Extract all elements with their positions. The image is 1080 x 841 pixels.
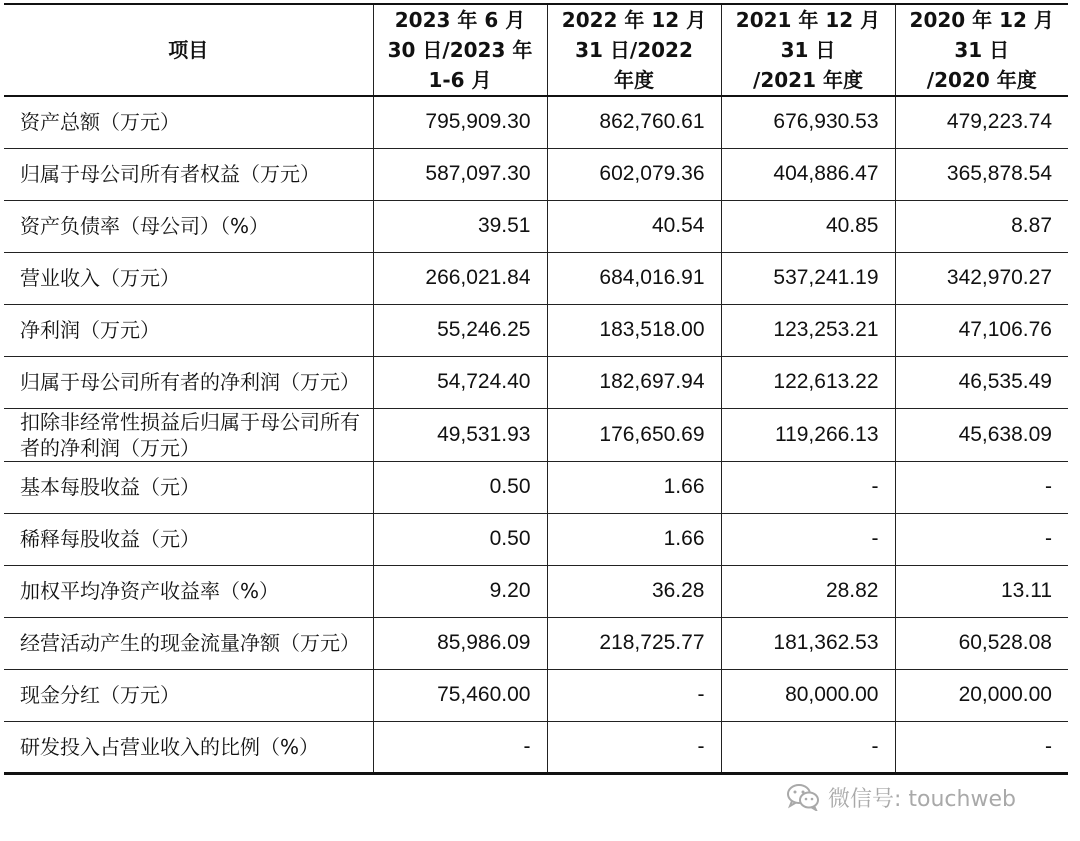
- header-line: 31 日/2022: [575, 38, 693, 62]
- row-value: 676,930.53: [721, 96, 895, 148]
- row-value: 266,021.84: [373, 252, 547, 304]
- row-label: 归属于母公司所有者的净利润（万元）: [4, 356, 373, 408]
- watermark-text: 微信号: touchweb: [828, 786, 1016, 812]
- table-row: [4, 304, 1068, 356]
- header-period-4: [895, 4, 1068, 96]
- watermark: [786, 782, 1016, 812]
- row-label: 现金分红（万元）: [4, 669, 373, 721]
- row-value: 183,518.00: [547, 304, 721, 356]
- row-value: -: [721, 513, 895, 565]
- row-value: -: [895, 513, 1068, 565]
- header-item: [4, 4, 373, 96]
- row-label: 基本每股收益（元）: [4, 461, 373, 513]
- row-label: 研发投入占营业收入的比例（%）: [4, 721, 373, 773]
- row-value: 85,986.09: [373, 617, 547, 669]
- row-value: 80,000.00: [721, 669, 895, 721]
- table-header-row: [4, 4, 1068, 96]
- row-value: -: [895, 721, 1068, 773]
- row-value: 342,970.27: [895, 252, 1068, 304]
- header-line: 31 日: [954, 38, 1010, 62]
- header-line: 2020 年 12 月: [909, 8, 1054, 32]
- row-value: -: [373, 721, 547, 773]
- row-value: 40.85: [721, 200, 895, 252]
- row-value: -: [895, 461, 1068, 513]
- row-label: 稀释每股收益（元）: [4, 513, 373, 565]
- row-value: 20,000.00: [895, 669, 1068, 721]
- row-value: 479,223.74: [895, 96, 1068, 148]
- row-value: -: [547, 721, 721, 773]
- row-label: 经营活动产生的现金流量净额（万元）: [4, 617, 373, 669]
- table-row: [4, 461, 1068, 513]
- table-row: [4, 200, 1068, 252]
- row-value: 47,106.76: [895, 304, 1068, 356]
- header-line: 31 日: [780, 38, 836, 62]
- row-value: 39.51: [373, 200, 547, 252]
- row-value: 28.82: [721, 565, 895, 617]
- table-row: [4, 408, 1068, 461]
- row-value: 36.28: [547, 565, 721, 617]
- row-value: -: [721, 461, 895, 513]
- header-line: /2020 年度: [926, 68, 1037, 92]
- row-label: 营业收入（万元）: [4, 252, 373, 304]
- row-value: 587,097.30: [373, 148, 547, 200]
- table-row: [4, 96, 1068, 148]
- row-value: 13.11: [895, 565, 1068, 617]
- header-period-3: [721, 4, 895, 96]
- header-line: 30 日/2023 年: [387, 38, 533, 62]
- row-label: 扣除非经常性损益后归属于母公司所有者的净利润（万元）: [4, 408, 373, 461]
- row-value: 40.54: [547, 200, 721, 252]
- header-line: 2023 年 6 月: [394, 8, 526, 32]
- table-row: [4, 513, 1068, 565]
- table-row: [4, 617, 1068, 669]
- row-value: 45,638.09: [895, 408, 1068, 461]
- row-value: 1.66: [547, 461, 721, 513]
- header-line: 2022 年 12 月: [561, 8, 707, 32]
- table-body: [4, 96, 1068, 773]
- table-row: [4, 252, 1068, 304]
- wechat-icon: [786, 783, 820, 811]
- header-line: /2021 年度: [753, 68, 863, 92]
- row-value: 55,246.25: [373, 304, 547, 356]
- header-line: 项目: [168, 38, 209, 62]
- header-line: 1-6 月: [428, 68, 492, 92]
- row-value: 54,724.40: [373, 356, 547, 408]
- table-row: [4, 148, 1068, 200]
- row-value: 75,460.00: [373, 669, 547, 721]
- row-value: 537,241.19: [721, 252, 895, 304]
- table-row: [4, 721, 1068, 773]
- row-value: 404,886.47: [721, 148, 895, 200]
- row-value: 795,909.30: [373, 96, 547, 148]
- row-label: 加权平均净资产收益率（%）: [4, 565, 373, 617]
- row-value: 123,253.21: [721, 304, 895, 356]
- row-value: 8.87: [895, 200, 1068, 252]
- row-value: -: [547, 669, 721, 721]
- row-value: 365,878.54: [895, 148, 1068, 200]
- row-value: 862,760.61: [547, 96, 721, 148]
- row-value: 218,725.77: [547, 617, 721, 669]
- row-label: 净利润（万元）: [4, 304, 373, 356]
- row-value: 122,613.22: [721, 356, 895, 408]
- header-period-2: [547, 4, 721, 96]
- row-value: 46,535.49: [895, 356, 1068, 408]
- table-row: [4, 565, 1068, 617]
- row-value: 0.50: [373, 461, 547, 513]
- row-value: 49,531.93: [373, 408, 547, 461]
- row-value: 60,528.08: [895, 617, 1068, 669]
- table-row: [4, 669, 1068, 721]
- header-period-1: [373, 4, 547, 96]
- row-value: 181,362.53: [721, 617, 895, 669]
- financial-table: [4, 3, 1068, 775]
- row-value: 176,650.69: [547, 408, 721, 461]
- table-row: [4, 356, 1068, 408]
- row-label: 资产负债率（母公司）（%）: [4, 200, 373, 252]
- row-value: 602,079.36: [547, 148, 721, 200]
- header-line: 2021 年 12 月: [735, 8, 881, 32]
- row-label: 资产总额（万元）: [4, 96, 373, 148]
- row-value: 684,016.91: [547, 252, 721, 304]
- row-label: 归属于母公司所有者权益（万元）: [4, 148, 373, 200]
- row-value: 182,697.94: [547, 356, 721, 408]
- row-value: 9.20: [373, 565, 547, 617]
- row-value: -: [721, 721, 895, 773]
- row-value: 1.66: [547, 513, 721, 565]
- row-value: 119,266.13: [721, 408, 895, 461]
- header-line: 年度: [614, 68, 654, 92]
- row-value: 0.50: [373, 513, 547, 565]
